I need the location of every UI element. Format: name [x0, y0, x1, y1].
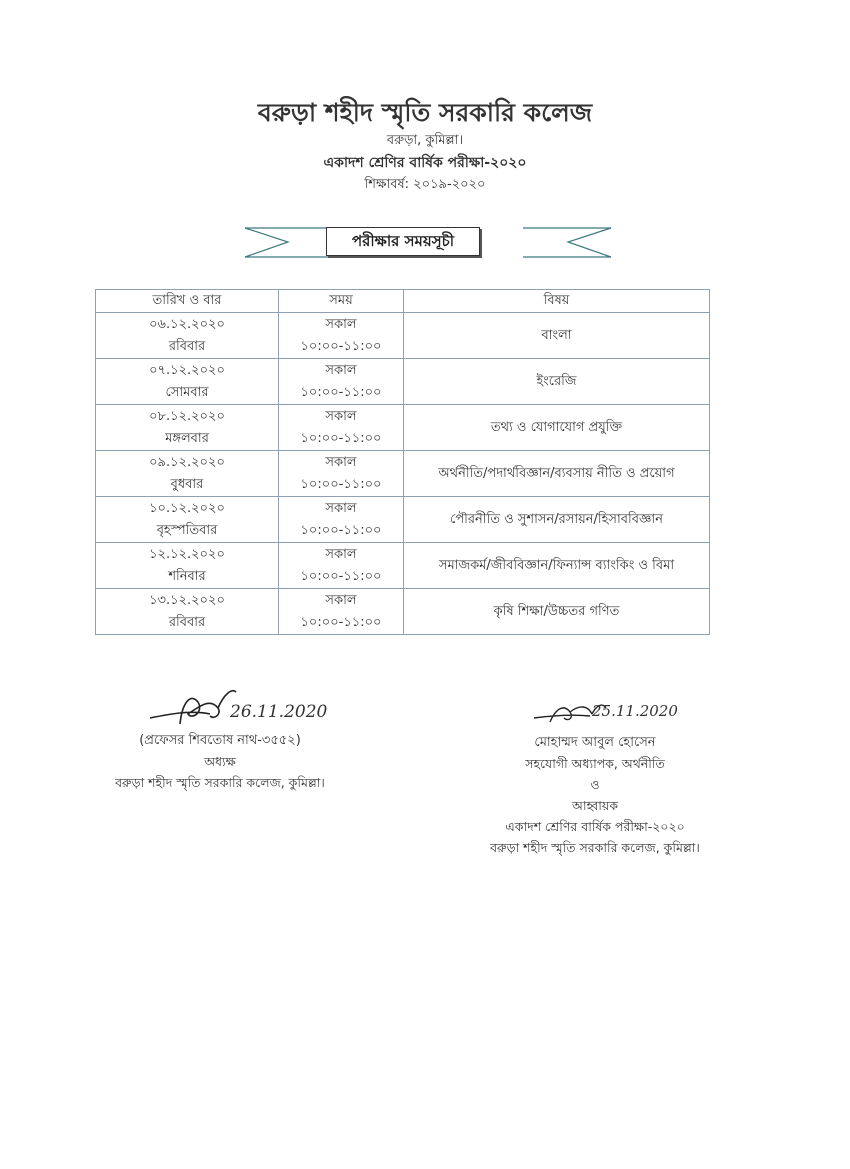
exam-date: ১৩.১২.২০২০ [149, 592, 225, 608]
convener-role: আহ্বায়ক [572, 798, 618, 813]
exam-day: শনিবার [168, 568, 206, 584]
exam-time: ১০:০০-১১:০০ [300, 384, 382, 400]
banner-title: পরীক্ষার সময়সূচী [326, 227, 480, 256]
college-location: বরুড়া, কুমিল্লা। [386, 133, 464, 148]
principal-signature [60, 684, 380, 730]
principal-title: অধ্যক্ষ [204, 754, 236, 769]
subject-cell: তথ্য ও যোগাযোগ প্রযুক্তি [404, 405, 710, 451]
exam-schedule-table [95, 289, 710, 635]
exam-time: ১০:০০-১১:০০ [300, 522, 382, 538]
exam-name: একাদশ শ্রেণির বার্ষিক পরীক্ষা-২০২০ [323, 155, 527, 171]
convener-name: মোহাম্মদ আবুল হোসেন [534, 735, 656, 750]
exam-date: ১২.১২.২০২০ [149, 546, 225, 562]
subject-cell: কৃষি শিক্ষা/উচ্চতর গণিত [404, 589, 710, 635]
convener-signature-block [430, 694, 760, 858]
exam-shift: সকাল [325, 592, 357, 608]
exam-day: মঙ্গলবার [165, 430, 209, 446]
subject-cell: সমাজকর্ম/জীববিজ্ঞান/ফিন্যান্স ব্যাংকিং ও বিমা [404, 543, 710, 589]
exam-time: ১০:০০-১১:০০ [300, 614, 382, 630]
date-cell [96, 497, 279, 543]
convener-signature-date: 25.11.2020 [592, 702, 678, 720]
conjunction-text: ও [590, 777, 600, 792]
exam-day: রবিবার [168, 338, 206, 354]
header-time: সময় [279, 290, 404, 313]
table-row [96, 405, 710, 451]
exam-date: ০৯.১২.২০২০ [149, 454, 225, 470]
principal-signature-block [60, 684, 380, 793]
date-cell [96, 313, 279, 359]
exam-day: বুধবার [170, 476, 204, 492]
table-row [96, 359, 710, 405]
header-date: তারিখ ও বার [96, 290, 279, 313]
date-cell [96, 405, 279, 451]
convener-org: বরুড়া শহীদ স্মৃতি সরকারি কলেজ, কুমিল্লা। [490, 840, 700, 855]
subject-cell: বাংলা [404, 313, 710, 359]
exam-time: ১০:০০-১১:০০ [300, 568, 382, 584]
time-cell [279, 497, 404, 543]
exam-day: রবিবার [168, 614, 206, 630]
table-row [96, 451, 710, 497]
table-row [96, 313, 710, 359]
time-cell [279, 313, 404, 359]
exam-shift: সকাল [325, 362, 357, 378]
time-cell [279, 543, 404, 589]
time-cell [279, 359, 404, 405]
header-subject: বিষয় [404, 290, 710, 313]
principal-name: (প্রফেসর শিবতোষ নাথ-৩৫৫২) [139, 733, 301, 748]
time-cell [279, 451, 404, 497]
exam-shift: সকাল [325, 408, 357, 424]
exam-shift: সকাল [325, 316, 357, 332]
table-header-row [96, 290, 710, 313]
subject-cell: পৌরনীতি ও সুশাসন/রসায়ন/হিসাববিজ্ঞান [404, 497, 710, 543]
time-cell [279, 405, 404, 451]
exam-shift: সকাল [325, 546, 357, 562]
exam-date: ০৬.১২.২০২০ [149, 316, 225, 332]
subject-cell: ইংরেজি [404, 359, 710, 405]
time-cell [279, 589, 404, 635]
exam-day: সোমবার [165, 384, 209, 400]
exam-time: ১০:০০-১১:০০ [300, 430, 382, 446]
exam-shift: সকাল [325, 500, 357, 516]
schedule-banner [243, 224, 613, 262]
table-row [96, 589, 710, 635]
subject-cell: অর্থনীতি/পদার্থবিজ্ঞান/ব্যবসায় নীতি ও প্রয়োগ [404, 451, 710, 497]
college-name: বরুড়া শহীদ স্মৃতি সরকারি কলেজ [257, 98, 593, 127]
date-cell [96, 589, 279, 635]
exam-date: ০৮.১২.২০২০ [149, 408, 225, 424]
table-row [96, 543, 710, 589]
document-header [0, 96, 850, 196]
convener-exam: একাদশ শ্রেণির বার্ষিক পরীক্ষা-২০২০ [505, 819, 685, 834]
table-row [96, 497, 710, 543]
principal-signature-date: 26.11.2020 [230, 702, 328, 722]
principal-org: বরুড়া শহীদ স্মৃতি সরকারি কলেজ, কুমিল্লা। [115, 775, 325, 790]
exam-day: বৃহস্পতিবার [156, 522, 218, 538]
convener-title: সহযোগী অধ্যাপক, অর্থনীতি [525, 756, 665, 771]
exam-date: ০৭.১২.২০২০ [149, 362, 225, 378]
exam-time: ১০:০০-১১:০০ [300, 338, 382, 354]
convener-signature [430, 694, 760, 732]
date-cell [96, 451, 279, 497]
exam-shift: সকাল [325, 454, 357, 470]
exam-time: ১০:০০-১১:০০ [300, 476, 382, 492]
academic-session: শিক্ষাবর্ষ: ২০১৯-২০২০ [364, 177, 486, 192]
date-cell [96, 359, 279, 405]
exam-date: ১০.১২.২০২০ [149, 500, 225, 516]
date-cell [96, 543, 279, 589]
